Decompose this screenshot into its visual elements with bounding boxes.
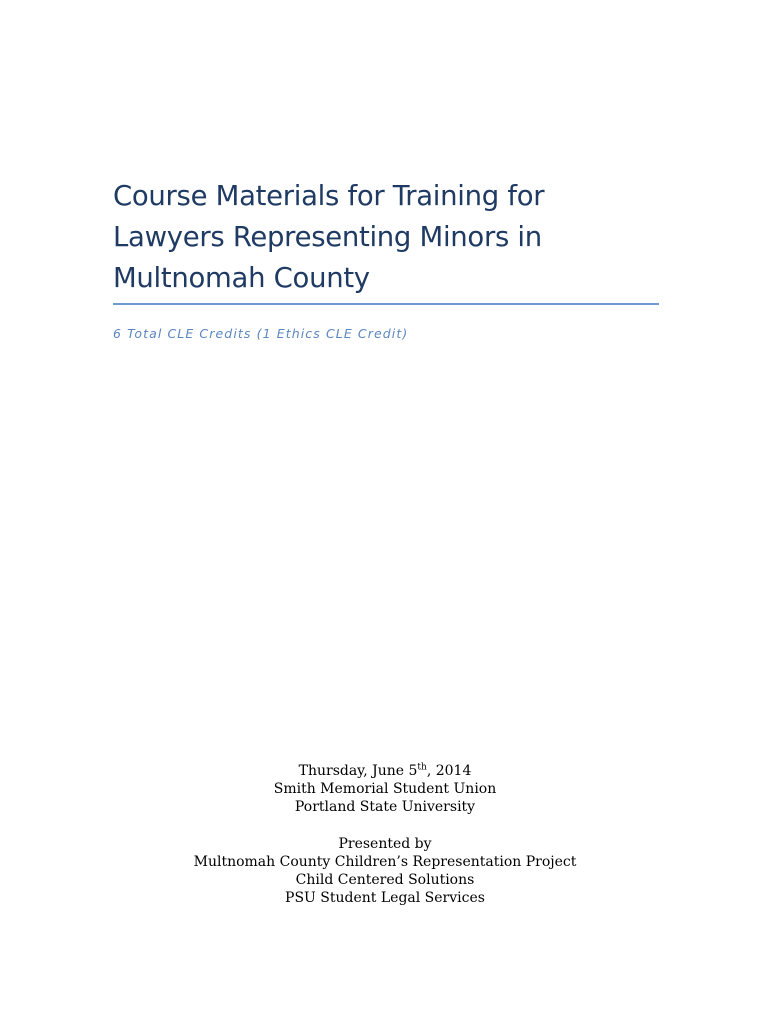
event-date-prefix: Thursday, June 5 — [298, 763, 418, 779]
title-line-3: Multnomah County — [113, 262, 370, 294]
credits-subtitle: 6 Total CLE Credits (1 Ethics CLE Credit) — [113, 326, 409, 341]
event-venue: Smith Memorial Student Union — [273, 781, 497, 797]
document-title — [113, 176, 659, 299]
event-institution: Portland State University — [294, 799, 476, 815]
event-info — [0, 762, 770, 907]
title-line-1: Course Materials for Training for — [113, 180, 545, 212]
event-date-ordinal: th — [417, 762, 427, 773]
title-divider — [113, 303, 659, 305]
presenter-3: PSU Student Legal Services — [285, 890, 485, 906]
presenter-2: Child Centered Solutions — [295, 872, 475, 888]
event-date-suffix: , 2014 — [426, 763, 472, 779]
event-date — [0, 762, 770, 780]
presented-by-heading: Presented by — [338, 836, 432, 852]
info-spacer — [0, 816, 770, 835]
title-line-2: Lawyers Representing Minors in — [113, 221, 542, 253]
presenter-1: Multnomah County Children’s Representation Project — [193, 854, 577, 870]
